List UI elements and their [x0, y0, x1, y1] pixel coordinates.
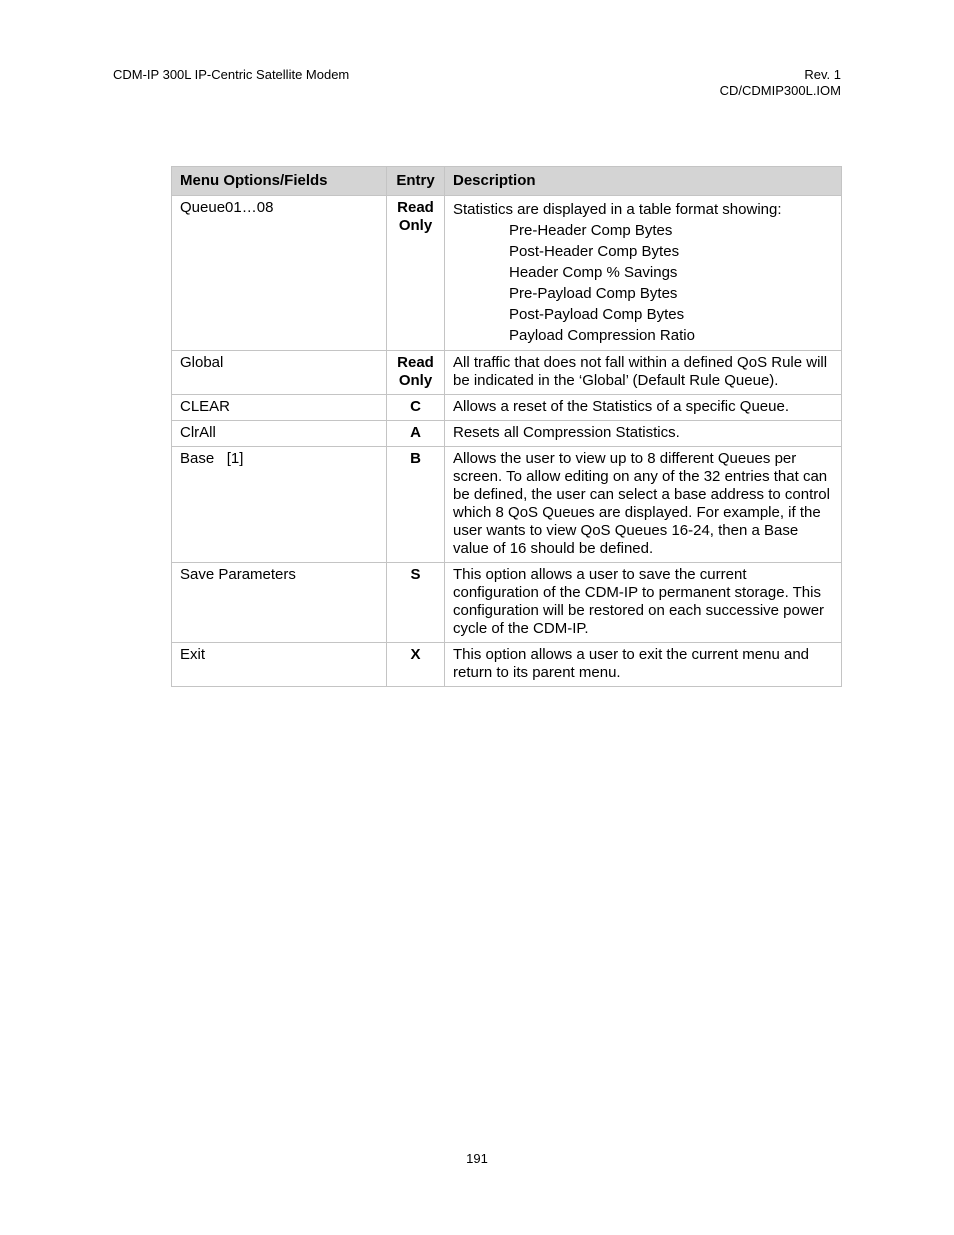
menu-options-table — [171, 166, 842, 687]
field-cell: Base [1] — [172, 447, 387, 563]
description-cell: This option allows a user to save the current configuration of the CDM-IP to permanent storage. This configuration will be restored on each successive power cycle of the CDM-IP. — [445, 563, 842, 643]
description-cell — [445, 196, 842, 351]
description-cell: All traffic that does not fall within a defined QoS Rule will be indicated in the ‘Global’ (Default Rule Queue). — [445, 351, 842, 395]
entry-cell: B — [387, 447, 445, 563]
statistic-item: Pre-Payload Comp Bytes — [509, 285, 678, 302]
entry-cell: X — [387, 643, 445, 687]
header-revision-block — [720, 67, 841, 99]
statistic-item: Payload Compression Ratio — [509, 327, 695, 344]
statistic-item: Post-Header Comp Bytes — [509, 243, 680, 260]
column-header-entry: Entry — [387, 167, 445, 196]
header-revision: Rev. 1 — [804, 67, 841, 82]
column-header-menu-options: Menu Options/Fields — [172, 167, 387, 196]
field-cell: ClrAll — [172, 421, 387, 447]
description-cell: Allows a reset of the Statistics of a specific Queue. — [445, 395, 842, 421]
entry-cell: A — [387, 421, 445, 447]
table-row — [172, 643, 842, 687]
table-row — [172, 563, 842, 643]
entry-cell: Read Only — [387, 351, 445, 395]
description-text: Statistics are displayed in a table format showing: — [453, 201, 782, 218]
statistic-item: Post-Payload Comp Bytes — [509, 306, 685, 323]
entry-cell: Read Only — [387, 196, 445, 351]
description-cell: This option allows a user to exit the current menu and return to its parent menu. — [445, 643, 842, 687]
field-cell: Exit — [172, 643, 387, 687]
field-cell: Save Parameters — [172, 563, 387, 643]
field-cell: CLEAR — [172, 395, 387, 421]
table-header-row — [172, 167, 842, 196]
field-cell: Global — [172, 351, 387, 395]
table-row — [172, 421, 842, 447]
page-number: 191 — [466, 1151, 488, 1166]
table-row — [172, 447, 842, 563]
field-cell: Queue01…08 — [172, 196, 387, 351]
description-cell: Allows the user to view up to 8 different Queues per screen. To allow editing on any of the 32 entries that can be defined, the user can select a base address to control which 8 QoS Queues are displayed. For example, if the user wants to view QoS Queues 16-24, then a Base value of 16 should be defined. — [445, 447, 842, 563]
statistic-item: Header Comp % Savings — [509, 264, 678, 281]
entry-cell: S — [387, 563, 445, 643]
table-row — [172, 196, 842, 351]
header-document-title: CDM-IP 300L IP-Centric Satellite Modem — [113, 67, 350, 82]
description-cell: Resets all Compression Statistics. — [445, 421, 842, 447]
statistic-item: Pre-Header Comp Bytes — [509, 222, 673, 239]
header-document-code: CD/CDMIP300L.IOM — [719, 83, 841, 98]
table-row — [172, 351, 842, 395]
column-header-description: Description — [445, 167, 842, 196]
entry-cell: C — [387, 395, 445, 421]
table-row — [172, 395, 842, 421]
